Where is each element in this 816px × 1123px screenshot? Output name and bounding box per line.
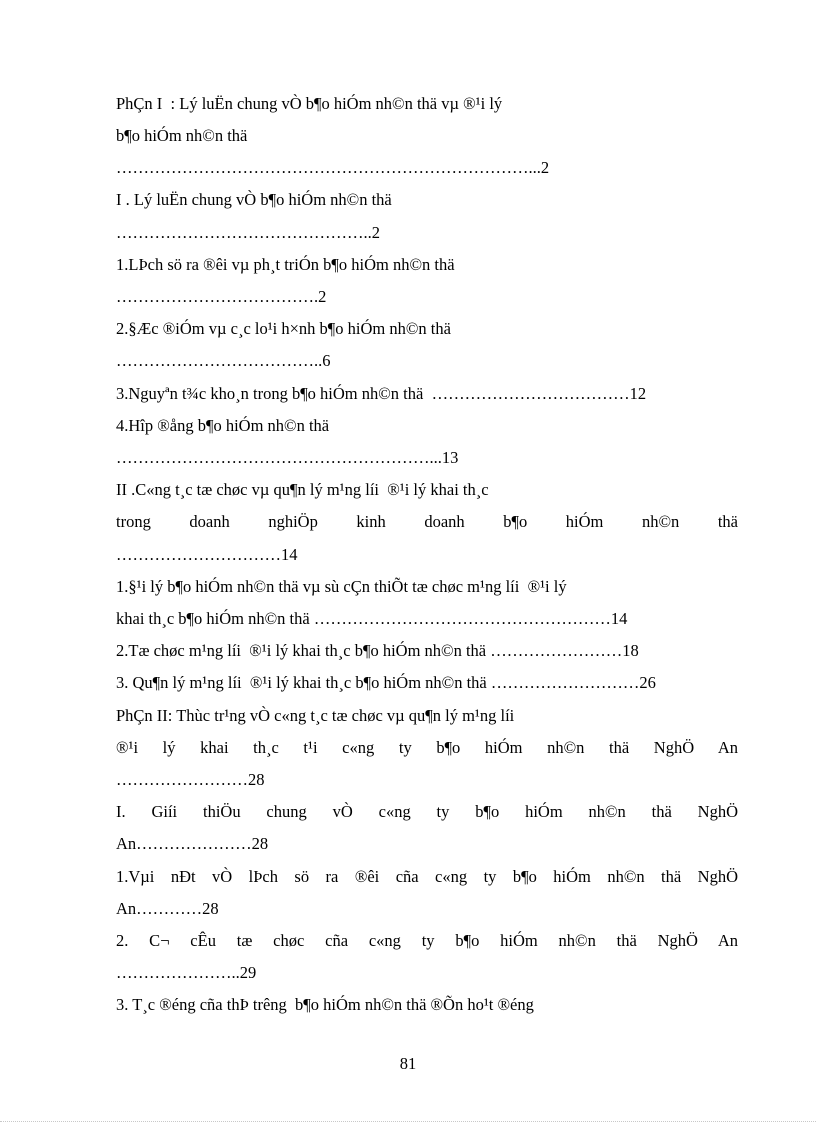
- toc-line-15: …………………………14: [116, 545, 298, 564]
- page-bottom-divider: [0, 1121, 816, 1122]
- toc-line-6: 1.LÞch sö ra ®êi vµ ph¸t triÓn b¶o hiÓm nh©n thä: [116, 255, 455, 274]
- toc-line-2: b¶o hiÓm nh©n thä: [116, 126, 248, 145]
- toc-line-21: ®¹i lý khai th¸c t¹i c«ng ty b¶o hiÓm nh©n thä NghÖ An: [116, 738, 738, 757]
- toc-line-18: 2.Tæ chøc m¹ng líi ®¹i lý khai th¸c b¶o hiÓm nh©n thä ……………………18: [116, 641, 639, 660]
- toc-line-25: 1.Vµi nÐt vÒ lÞch sö ra ®êi cña c«ng ty b¶o hiÓm nh©n thä NghÖ: [116, 867, 738, 886]
- toc-line-22: ……………………28: [116, 770, 265, 789]
- toc-line-9: ………………………………..6: [116, 351, 331, 370]
- toc-line-14: trong doanh nghiÖp kinh doanh b¶o hiÓm nh©n thä: [116, 512, 738, 531]
- toc-line-29: 3. T¸c ®éng cña thÞ trêng b¶o hiÓm nh©n thä ®Õn ho¹t ®éng: [116, 995, 534, 1014]
- toc-line-19: 3. Qu¶n lý m¹ng líi ®¹i lý khai th¸c b¶o hiÓm nh©n thä ………………………26: [116, 673, 656, 692]
- toc-line-24: An…………………28: [116, 834, 269, 853]
- toc-line-8: 2.§Æc ®iÓm vµ c¸c lo¹i h×nh b¶o hiÓm nh©n thä: [116, 319, 451, 338]
- toc-line-27: 2. C¬ cÊu tæ chøc cña c«ng ty b¶o hiÓm nh©n thä NghÖ An: [116, 931, 738, 950]
- toc-line-13: II .C«ng t¸c tæ chøc vµ qu¶n lý m¹ng líi ®¹i lý khai th¸c: [116, 480, 489, 499]
- toc-line-20: PhÇn II: Thùc tr¹ng vÒ c«ng t¸c tæ chøc vµ qu¶n lý m¹ng líi: [116, 706, 515, 725]
- toc-line-4: I . Lý luËn chung vÒ b¶o hiÓm nh©n thä: [116, 190, 392, 209]
- toc-line-28: …………………..29: [116, 963, 257, 982]
- toc-line-1: PhÇn I : Lý luËn chung vÒ b¶o hiÓm nh©n thä vµ ®¹i lý: [116, 94, 503, 113]
- toc-line-12: …………………………………………………...13: [116, 448, 459, 467]
- toc-line-26: An…………28: [116, 899, 219, 918]
- toc-line-17: khai th¸c b¶o hiÓm nh©n thä ………………………………………………14: [116, 609, 628, 628]
- page-number: 81: [399, 1054, 417, 1073]
- toc-line-10: 3.Nguyªn t¾c kho¸n trong b¶o hiÓm nh©n thä ………………………………12: [116, 384, 647, 403]
- toc-line-3: …………………………………………………………………...2: [116, 158, 550, 177]
- toc-line-23: I. Giíi thiÖu chung vÒ c«ng ty b¶o hiÓm nh©n thä NghÖ: [116, 802, 738, 821]
- toc-line-16: 1.§¹i lý b¶o hiÓm nh©n thä vµ sù cÇn thiÕt tæ chøc m¹ng líi ®¹i lý: [116, 577, 567, 596]
- toc-line-7: ……………………………….2: [116, 287, 327, 306]
- toc-line-11: 4.Hîp ®ång b¶o hiÓm nh©n thä: [116, 416, 330, 435]
- toc-line-5: ………………………………………..2: [116, 223, 380, 242]
